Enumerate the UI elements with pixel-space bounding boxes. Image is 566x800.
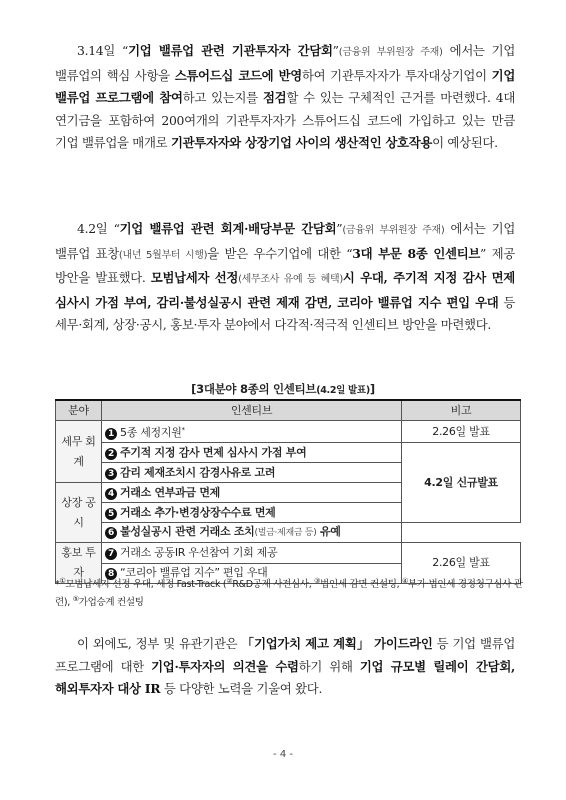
category-cell: 홍보 투자 xyxy=(56,543,102,584)
parenthetical-note: (내년 5월부터 시행) xyxy=(118,249,208,261)
table-footnote: *①모범납세자 선정 우대, 세정 Fast-Track (②R&D공제 사전심사, ③법인세 감면 컨설팅, ④부가·법인세 경정청구심사 관련), ⑤가업승계 컨설팅 xyxy=(55,577,523,608)
remark-cell: 4.2일 신규발표 xyxy=(402,443,521,523)
emphasis-text: 기업 밸류업 관련 기관투자자 간담회 xyxy=(128,43,333,58)
table-title: [3대분야 8종의 인센티브(4.2일 발표)] xyxy=(191,382,375,396)
emphasis-text: 모범납세자 선정 xyxy=(150,270,239,285)
remark-cell: 2.26일 발표 xyxy=(402,543,521,584)
page-number: - 4 - xyxy=(273,749,293,760)
emphasis-text: 기업 밸류업 관련 회계·배당부문 간담회 xyxy=(119,221,337,236)
incentive-item: 7 거래소 공동IR 우선참여 기회 제공 xyxy=(102,543,402,564)
parenthetical-note: (금융위 부위원장 주재) xyxy=(338,47,443,58)
number-badge: 6 xyxy=(105,527,117,539)
number-badge: 7 xyxy=(105,548,117,560)
header-remark: 비고 xyxy=(402,400,521,421)
table-row xyxy=(56,543,521,564)
incentive-item: 5 거래소 추가·변경상장수수료 면제 xyxy=(102,503,402,523)
incentive-item: 1 5종 세정지원* xyxy=(102,421,402,443)
number-badge: 5 xyxy=(105,508,117,520)
emphasis-text: 기업·투자자의 의견을 수렴 xyxy=(151,658,299,674)
emphasis-text: 「기업가치 제고 계획」 가이드라인 xyxy=(241,636,433,651)
header-incentive: 인센티브 xyxy=(102,400,402,421)
emphasis-text: 기업 규모별 릴레이 간담회, 해외투자자 대상 IR xyxy=(55,658,516,696)
category-cell: 세무 회계 xyxy=(56,421,102,483)
header-category: 분야 xyxy=(56,400,102,421)
emphasis-text: 시 우대, 주기적 지정 감사 면제 심사시 가점 부여, 감리·불성실공시 관련 제재 감면, 코리아 밸류업 지수 편입 우대 xyxy=(55,270,515,310)
number-badge: 4 xyxy=(105,488,117,500)
emphasis-text: 3대 부문 8종 인센티브 xyxy=(352,245,481,261)
emphasis-text: 점검 xyxy=(262,90,287,105)
paragraph-accounting-meeting: 4.2일 “기업 밸류업 관련 회계·배당부문 간담회”(금융위 부위원장 주재) 에서는 기업 밸류업 표창(내년 5월부터 시행)을 받은 우수기업에 대한 “3대 부문 8종 인센티브” 제공 방안을 발표했다. 모범납세자 선정(세무조사 유예 등 혜택)시 우대, 주기적 지정 감사 면제 심사시 가점 부여, 감리·불성실공시 관련 제재 감면, 코리아 밸류업 지수 편입 우대 등 세무·회계, 상장·공시, 홍보·투자 분야에서 다각적·적극적 인센티브 방안을 마련했다. xyxy=(55,221,516,332)
incentive-item: 4 거래소 연부과금 면제 xyxy=(102,483,402,503)
table-row xyxy=(56,421,521,443)
table-row xyxy=(56,523,521,543)
incentive-item: 2 주기적 지정 감사 면제 심사시 가점 부여 xyxy=(102,443,402,463)
number-badge: 2 xyxy=(105,448,117,460)
parenthetical-note: (금융위 부위원장 주재) xyxy=(342,225,445,236)
incentive-item: 3 감리 제재조치시 감경사유로 고려 xyxy=(102,463,402,483)
table-row xyxy=(56,443,521,463)
category-cell: 상장 공시 xyxy=(56,483,102,543)
table-header-row xyxy=(56,400,521,421)
incentive-table xyxy=(55,399,521,584)
incentive-item: 6 불성실공시 관련 거래소 조치(벌금·제재금 등) 유예 xyxy=(102,523,402,543)
number-badge: 3 xyxy=(105,468,117,480)
emphasis-text: 스튜어드십 코드에 반영 xyxy=(174,67,302,83)
emphasis-text: 기업 밸류업 프로그램에 참여 xyxy=(55,67,515,105)
paragraph-investor-meeting: 3.14일 “기업 밸류업 관련 기관투자자 간담회”(금융위 부위원장 주재) 에서는 기업 밸류업의 핵심 사항을 스튜어드십 코드에 반영하여 기관투자자가 투자대상기업이 기업 밸류업 프로그램에 참여하고 있는지를 점검할 수 있는 구체적인 근거를 마련했다. 4대 연기금을 포함하여 200여개의 기관투자자가 스튜어드십 코드에 가입하고 있는 만큼 기업 밸류업을 매개로 기관투자자와 상장기업 사이의 생산적인 상호작용이 예상된다. xyxy=(55,43,516,150)
parenthetical-note: (세무조사 유예 등 혜택) xyxy=(238,274,343,285)
paragraph-other-efforts: 이 외에도, 정부 및 유관기관은 「기업가치 제고 계획」 가이드라인 등 기업 밸류업 프로그램에 대한 기업·투자자의 의견을 수렴하기 위해 기업 규모별 릴레이 간담회, 해외투자자 대상 IR 등 다양한 노력을 기울여 왔다. xyxy=(55,636,516,696)
emphasis-text: 기관투자자와 상장기업 사이의 생산적인 상호작용 xyxy=(170,135,433,150)
incentive-item: 8 “코리아 밸류업 지수” 편입 우대 xyxy=(102,563,402,584)
number-badge: 1 xyxy=(105,428,117,440)
remark-cell: 2.26일 발표 xyxy=(402,421,521,443)
number-badge: 8 xyxy=(105,568,117,580)
